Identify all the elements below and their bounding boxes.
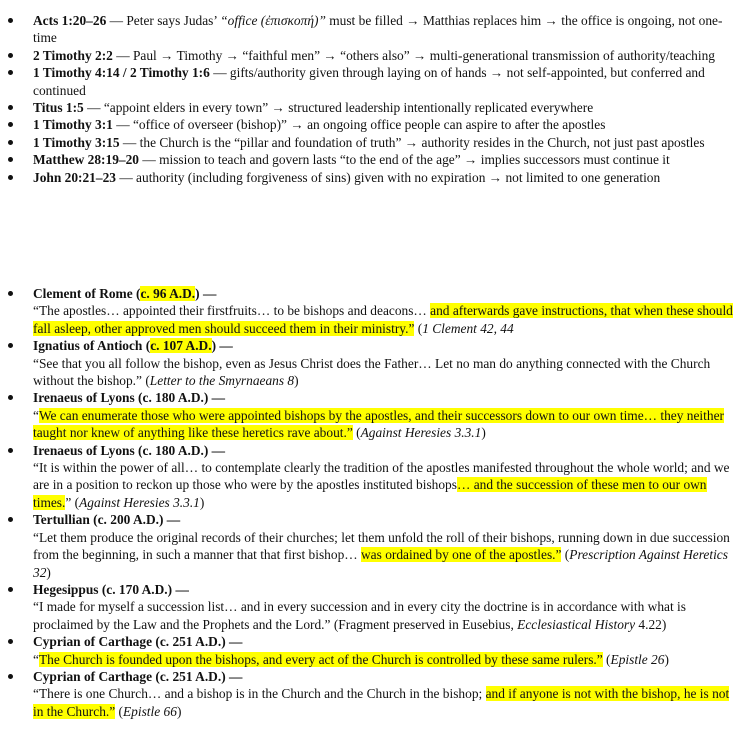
father-name-text: ) — [211, 338, 233, 354]
quote-text: 4.22) [635, 616, 667, 632]
scripture-ref: Acts 1:20–26 [33, 13, 107, 28]
list-item [0, 12, 748, 47]
quote-text: ( [414, 320, 423, 336]
scripture-text: — Peter says Judas’ [106, 13, 221, 28]
scripture-text: — authority (including forgiveness of sins) given with no expiration → not limited to one generation [115, 169, 661, 185]
list-item [0, 64, 748, 99]
quote-highlight: and afterwards gave instructions, that when these should fall asleep, other approved men should succeed them in their ministry.” [33, 303, 733, 336]
father-name: Cyprian of Carthage (c. 251 A.D.) — [33, 634, 243, 650]
father-quote [33, 651, 742, 668]
scripture-text: — the Church is the “pillar and foundation of truth” → authority resides in the Church, not just past apostles [119, 134, 705, 150]
quote-highlight: We can enumerate those who were appointed bishops by the apostles, and their successors down to our own time… they neither taught nor knew of anything like these heretics rave about.” [33, 407, 724, 441]
father-name: Hegesippus (c. 170 A.D.) — [33, 581, 189, 597]
list-item [0, 389, 748, 441]
scripture-text: — mission to teach and govern lasts “to the end of the age” → implies successors must continue it [139, 152, 670, 168]
scripture-ref: Titus 1:5 [33, 100, 84, 116]
quote-text: ) [46, 564, 51, 580]
citation: Epistle 66 [123, 703, 177, 719]
list-item [0, 337, 748, 389]
quote-highlight: The Church is founded upon the bishops, and every act of the Church is controlled by these same rulers.” [38, 651, 603, 667]
father-quote [33, 355, 742, 390]
quote-highlight: … and the succession of these men to our own times. [33, 477, 707, 510]
quote-text: “ [33, 651, 39, 667]
quote-text: ) [481, 425, 486, 441]
list-item [0, 285, 748, 337]
father-quote [33, 459, 742, 511]
quote-text: ) [664, 651, 669, 667]
quote-text: ( [115, 703, 123, 719]
list-item [0, 151, 748, 168]
scripture-ref: 1 Timothy 4:14 / 2 Timothy 1:6 [33, 65, 210, 81]
citation: Prescription Against Heretics 32 [33, 547, 728, 580]
father-quote [33, 302, 742, 337]
father-date: c. 107 A.D. [150, 338, 212, 354]
list-item [0, 47, 748, 64]
list-item [0, 668, 748, 720]
list-item [0, 169, 748, 186]
father-name [33, 286, 216, 301]
father-date: c. 96 A.D. [140, 286, 196, 301]
scripture-list [0, 12, 748, 186]
father-name: Cyprian of Carthage (c. 251 A.D.) — [33, 668, 243, 684]
citation: Against Heresies 3.3.1 [360, 425, 482, 441]
father-name-text: Clement of Rome ( [33, 286, 141, 301]
scripture-ref: Matthew 28:19–20 [33, 152, 139, 168]
father-quote [33, 407, 742, 442]
quote-highlight: was ordained by one of the apostles.” [361, 547, 562, 563]
list-item [0, 99, 748, 116]
quote-text: ( [561, 547, 570, 563]
quote-text: ) [294, 373, 299, 389]
scripture-text: — “office of overseer (bishop)” → an ongoing office people can aspire to after the apostles [112, 117, 606, 133]
father-name-text: ) — [195, 286, 217, 301]
quote-text: “I made for myself a succession list… and in every succession and in every city the doctrine is in accordance with what is proclaimed by the Law and the Prophets and the Lord.” (Fragment preserved in Eusebius, [33, 599, 686, 632]
scripture-italic: “office (ἐπισκοπή)” [220, 13, 326, 28]
scripture-ref: 1 Timothy 3:1 [33, 117, 113, 133]
list-item [0, 134, 748, 151]
list-item [0, 633, 748, 668]
list-item [0, 116, 748, 133]
quote-text: ( [352, 425, 361, 441]
quote-text: “The apostles… appointed their firstfruits… to be bishops and deacons… [33, 303, 431, 319]
scripture-text: — Paul → Timothy → “faithful men” → “others also” → multi-generational transmission of authority/teaching [112, 47, 715, 63]
father-quote [33, 685, 742, 720]
father-name-text: Ignatius of Antioch ( [33, 338, 151, 354]
father-quote [33, 598, 742, 633]
citation: 1 Clement 42, 44 [422, 320, 514, 336]
quote-text: ) [176, 703, 182, 719]
scripture-text: must be filled → Matthias replaces him → the office is ongoing, not one-time [33, 13, 723, 46]
father-name: Irenaeus of Lyons (c. 180 A.D.) — [33, 442, 226, 458]
list-item [0, 581, 748, 633]
scripture-ref: John 20:21–23 [33, 169, 116, 185]
father-name: Irenaeus of Lyons (c. 180 A.D.) — [33, 390, 226, 406]
list-item [0, 442, 748, 512]
scripture-ref: 2 Timothy 2:2 [33, 47, 113, 63]
quote-text: “ [33, 407, 39, 423]
quote-text: ) [199, 494, 205, 510]
scripture-text: — “appoint elders in every town” → structured leadership intentionally replicated everywhere [83, 100, 594, 116]
citation: Letter to the Smyrnaeans 8 [149, 373, 295, 389]
quote-text: ( [602, 651, 611, 667]
church-fathers-list [0, 285, 748, 720]
list-item [0, 511, 748, 581]
quote-text: “It is within the power of all… to contemplate clearly the tradition of the apostles manifested throughout the whole world; and we are in a position to reckon up those who were by the apostles instituted bishops [33, 460, 730, 493]
father-name [33, 338, 233, 353]
citation: Against Heresies 3.3.1 [79, 494, 200, 510]
quote-highlight: and if anyone is not with the bishop, he is not in the Church.” [33, 686, 730, 719]
father-name: Tertullian (c. 200 A.D.) — [33, 512, 181, 528]
scripture-ref: 1 Timothy 3:15 [33, 134, 120, 150]
scripture-text: — gifts/authority given through laying on of hands → not self-appointed, but conferred and continued [33, 65, 705, 98]
father-quote [33, 529, 742, 581]
quote-text: “See that you all follow the bishop, even as Jesus Christ does the Father… Let no man do anything connected with the Church without the bishop.” ( [33, 355, 711, 389]
citation: Ecclesiastical History [517, 616, 636, 632]
quote-text: ” ( [65, 494, 80, 510]
quote-text: “Let them produce the original records of their churches; let them unfold the roll of their bishops, running down in due succession from the beginning, in such a manner that that first bishop… [33, 529, 730, 563]
quote-text: “There is one Church… and a bishop is in the Church and the Church in the bishop; [33, 686, 486, 702]
citation: Epistle 26 [610, 651, 665, 667]
